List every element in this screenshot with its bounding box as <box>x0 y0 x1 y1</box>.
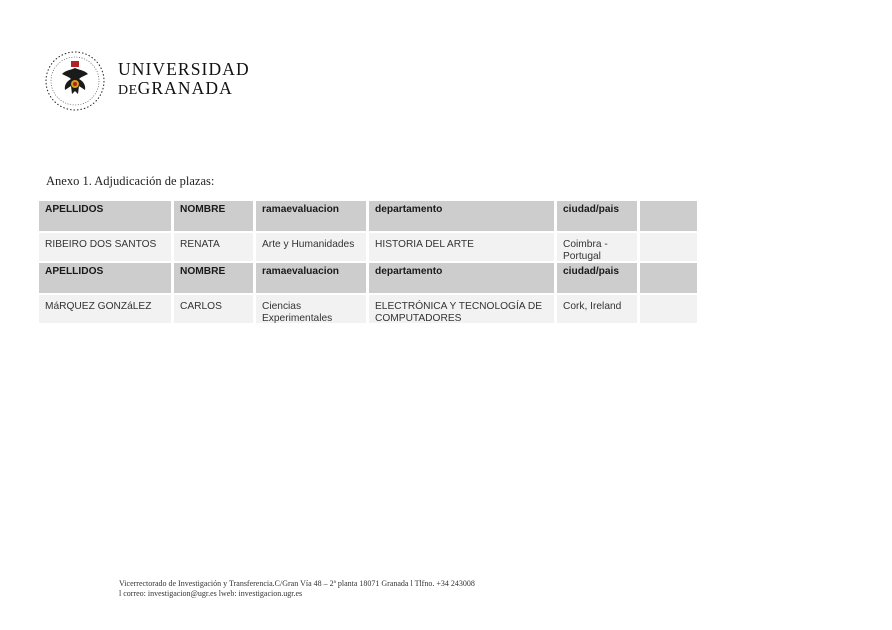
footer-line2: l correo: investigacion@ugr.es lweb: investigacion.ugr.es <box>119 589 303 598</box>
cell-ciudad: Cork, Ireland <box>557 295 637 323</box>
header-cell-blank <box>640 201 697 231</box>
cell-departamento: ELECTRÓNICA Y TECNOLOGÍA DE COMPUTADORES <box>369 295 554 323</box>
university-seal-icon <box>44 50 106 112</box>
header-cell-rama: ramaevaluacion <box>256 201 366 231</box>
logo-line1: UNIVERSIDAD <box>118 59 250 79</box>
header-cell-rama: ramaevaluacion <box>256 263 366 293</box>
cell-nombre: CARLOS <box>174 295 253 323</box>
table-header-row <box>39 263 697 293</box>
cell-rama: Arte y Humanidades <box>256 233 366 261</box>
header-cell-nombre: NOMBRE <box>174 263 253 293</box>
university-logo <box>44 50 254 110</box>
cell-rama: Ciencias Experimentales <box>256 295 366 323</box>
table-row <box>39 233 697 261</box>
table-header-row <box>39 201 697 231</box>
logo-line2: GRANADA <box>137 78 233 98</box>
cell-ciudad: Coimbra - Portugal <box>557 233 637 261</box>
header-cell-apellidos: APELLIDOS <box>39 201 171 231</box>
header-cell-ciudad: ciudad/pais <box>557 263 637 293</box>
cell-apellidos: MáRQUEZ GONZáLEZ <box>39 295 171 323</box>
cell-blank <box>640 233 697 261</box>
header-cell-nombre: NOMBRE <box>174 201 253 231</box>
cell-blank <box>640 295 697 323</box>
page-footer <box>119 579 475 599</box>
header-cell-blank <box>640 263 697 293</box>
allocation-table <box>39 201 697 325</box>
cell-apellidos: RIBEIRO DOS SANTOS <box>39 233 171 261</box>
table-row <box>39 295 697 323</box>
header-cell-departamento: departamento <box>369 201 554 231</box>
header-cell-apellidos: APELLIDOS <box>39 263 171 293</box>
header-cell-departamento: departamento <box>369 263 554 293</box>
footer-line1: Vicerrectorado de Investigación y Transferencia.C/Gran Vía 48 – 2ª planta 18071 Granada l Tlfno. +34 243008 <box>119 579 475 588</box>
annex-heading: Anexo 1. Adjudicación de plazas: <box>46 174 215 188</box>
header-cell-ciudad: ciudad/pais <box>557 201 637 231</box>
logo-line2-prefix: DE <box>118 83 138 98</box>
cell-nombre: RENATA <box>174 233 253 261</box>
cell-departamento: HISTORIA DEL ARTE <box>369 233 554 261</box>
